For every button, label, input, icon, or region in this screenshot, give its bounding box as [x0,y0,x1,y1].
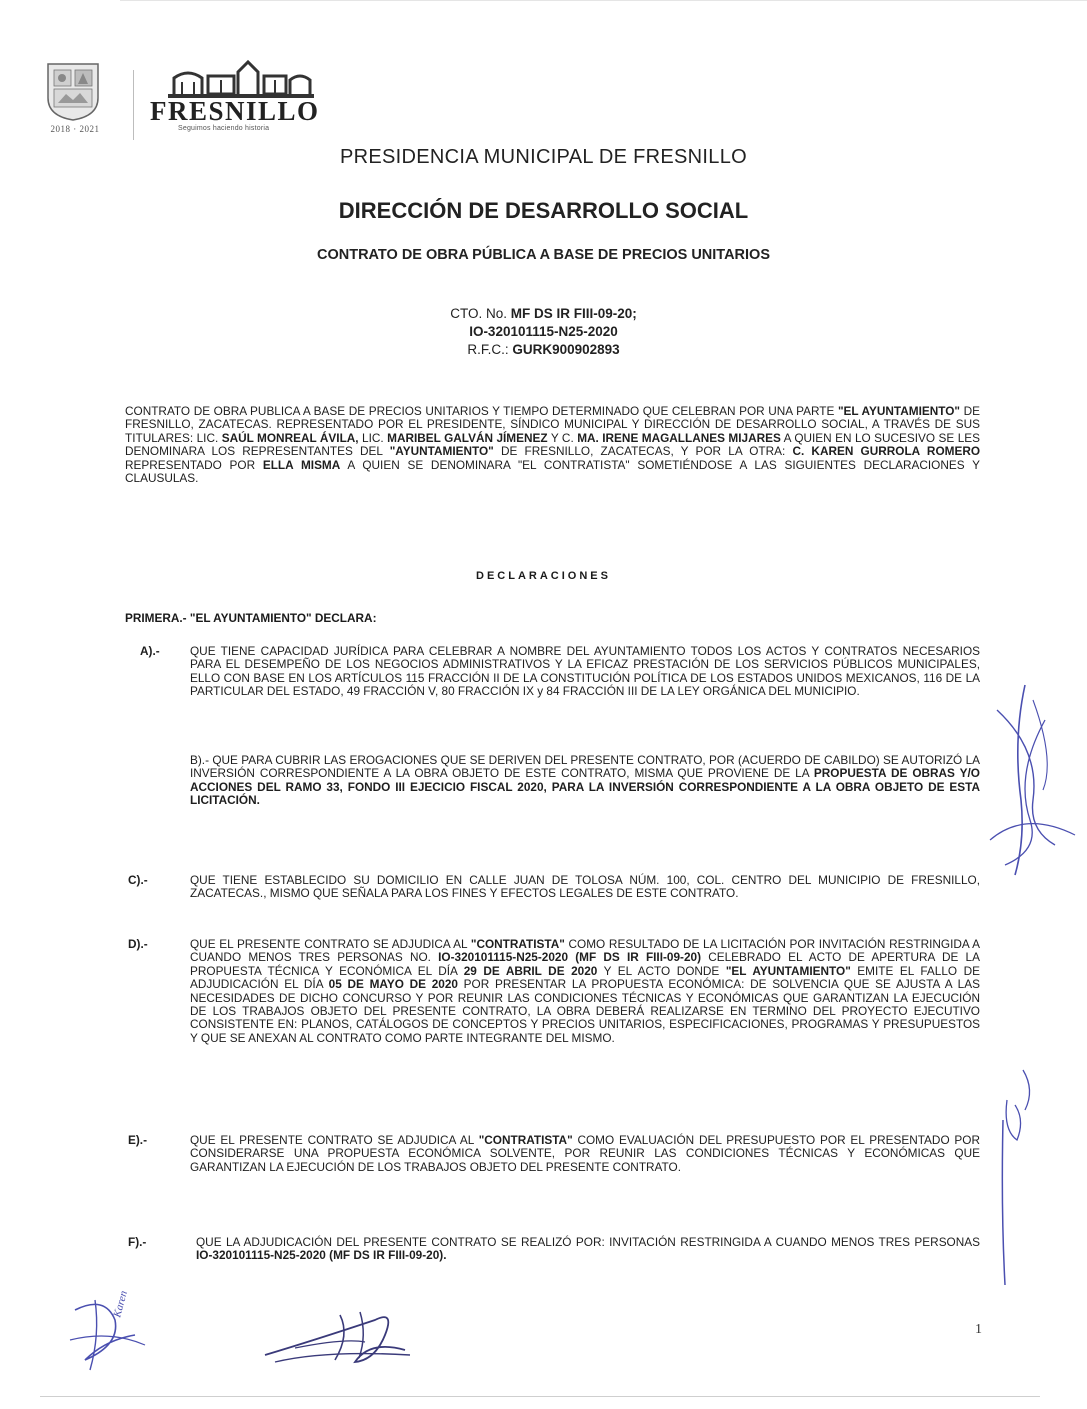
declaraciones-heading: DECLARACIONES [476,570,611,582]
header-divider [133,70,134,140]
preamble-text: DE FRESNILLO, ZACATECAS. REPRESENTADO POR EL PRESIDENTE, SÍNDICO MUNICIPAL Y DIRECCIÓN DE DESARROLLO SOCIAL, A TRAVÉS DE SUS TITULARES: LIC. [125,404,980,445]
clause-d-bold: "CONTRATISTA" [470,937,565,951]
preamble-bold: MA. IRENE MAGALLANES MIJARES [577,430,781,445]
preamble-text: A QUIEN SE DENOMINARA "EL CONTRATISTA" SOMETIÉNDOSE A LAS SIGUIENTES DECLARACIONES Y CLAUSULAS. [125,457,981,486]
clause-d-bold: IO-320101115-N25-2020 (MF DS IR FIII-09-20) [438,950,702,965]
clause-c-text: QUE TIENE ESTABLECIDO SU DOMICILIO EN CALLE JUAN DE TOLOSA NÚM. 100, COL. CENTRO DEL MUNICIPIO DE FRESNILLO, ZACATECAS., MISMO QUE SEÑALA PARA LOS FINES Y EFECTOS LEGALES DE ESTE CONTRATO. [190,873,980,901]
municipal-crest-icon [40,58,106,124]
preamble-text: DE FRESNILLO, ZACATECAS, Y POR LA OTRA: [493,444,793,459]
page-number: 1 [975,1322,982,1337]
io-line [0,323,1087,341]
signature-name-text: Karen [111,1289,130,1319]
clause-b-text [190,754,980,808]
cto-line [0,305,1087,323]
clause-b-plain: B).- QUE PARA CUBRIR LAS EROGACIONES QUE SE DERIVEN DEL PRESENTE CONTRATO, POR (ACUERDO DE CABILDO) SE AUTORIZÓ LA INVERSIÓN CORRESPONDIENTE A LA OBRA OBJETO DE ESTE CONTRATO, MISMA QUE PROVIENE DE LA [190,753,980,781]
clause-d-label: D).- [128,937,148,951]
clause-d-text [190,938,980,1045]
primera-declaration-heading: PRIMERA.- "EL AYUNTAMIENTO" DECLARA: [125,611,377,625]
right-margin-signature-icon [985,680,1080,880]
preamble-bold: C. KAREN GURROLA ROMERO [792,444,981,459]
clause-c-label: C).- [128,873,148,887]
clause-e-plain: QUE EL PRESENTE CONTRATO SE ADJUDICA AL [190,1133,479,1147]
clause-d-plain: Y EL ACTO DONDE [597,963,726,978]
preamble-text: REPRESENTADO POR [125,457,263,472]
preamble-text: A QUIEN EN LO SUCESIVO SE LES DENOMINARA LOS REPRESENTANTES DEL [125,430,981,459]
preamble-bold: "EL AYUNTAMIENTO" [837,404,960,418]
department-title: DIRECCIÓN DE DESARROLLO SOCIAL [338,198,749,223]
clause-d-plain: POR PRESENTAR LA PROPUESTA ECONÓMICA: DE SOLVENCIA QUE SE AJUSTA A LAS NECESIDADES DE DICHO CONCURSO Y POR REUNIR LAS CONDICIONES TÉCNICAS Y ECONÓMICAS QUE GARANTIZAN LA EJECUCIÓN DE LOS TRABAJOS OBJETO DEL PRESENTE CONTRATO, LA OBRA DEBERÁ REALIZARSE EN TERMINO DEL PROYECTO EJECUTIVO CONSISTENTE EN: PLANOS, CATÁLOGOS DE CONCEPTOS Y PRECIOS UNITARIOS, ESPECIFICACIONES, PROGRAMAS Y PRESUPUESTOS Y QUE SE ANEXAN AL CONTRATO COMO PARTE INTEGRANTE DEL MISMO. [190,977,980,1045]
io-number: IO-320101115-N25-2020 [469,324,618,339]
rfc-value: GURK900902893 [512,342,620,357]
clause-f-label: F).- [128,1235,147,1249]
scan-edge-top [120,0,1087,1]
cto-number: MF DS IR FIII-09-20; [510,306,637,321]
preamble-text: CONTRATO DE OBRA PUBLICA A BASE DE PRECIOS UNITARIOS Y TIEMPO DETERMINADO QUE CELEBRAN POR UNA PARTE [125,404,838,418]
clause-d-plain: QUE EL PRESENTE CONTRATO SE ADJUDICA AL [190,937,471,951]
preamble-paragraph [125,405,980,485]
clause-e-label: E).- [128,1133,148,1147]
preamble-text: Y C. [547,430,578,445]
scan-edge-bottom [40,1396,1040,1397]
clause-e-plain: COMO EVALUACIÓN DEL PRESUPUESTO POR EL PRESENTADO POR CONSIDERARSE UNA PROPUESTA ECONÓMICA SOLVENTE, POR REUNIR LAS CONDICIONES TÉCNICAS Y ECONÓMICAS QUE GARANTIZAN LA EJECUCIÓN DE LOS TRABAJOS OBJETO DEL PRESENTE CONTRATO. [190,1133,981,1174]
preamble-bold: SAÚL MONREAL ÁVILA, [221,430,359,445]
rfc-label: R.F.C.: [467,342,513,357]
clause-e-bold: "CONTRATISTA" [478,1133,573,1147]
clause-d-bold: "EL AYUNTAMIENTO" [725,963,851,978]
preamble-bold: MARIBEL GALVÁN JÍMENEZ [387,430,548,445]
contract-identifiers [0,305,1087,359]
clause-d-plain: CELEBRADO EL ACTO DE APERTURA DE LA PROPUESTA TÉCNICA Y ECONÓMICA EL DÍA [190,950,980,978]
crest-years: 2018 · 2021 [50,124,100,134]
clause-d-bold: 05 DE MAYO DE 2020 [328,977,458,992]
preamble-text: LIC. [358,430,388,445]
right-margin-initial-icon [995,1060,1045,1290]
clause-b-bold: PROPUESTA DE OBRAS Y/O ACCIONES DEL RAMO 33, FONDO III EJECICIO FISCAL 2020, PARA LA INVERSIÓN CORRESPONDIENTE A LA OBRA OBJETO DE ESTA LICITACIÓN. [190,766,980,808]
rfc-line [0,341,1087,359]
clause-f-text [196,1236,980,1263]
fresnillo-logo-tagline: Seguimos haciendo historia [178,125,270,132]
preamble-bold: "AYUNTAMIENTO" [389,444,494,459]
clause-e-text [190,1134,980,1174]
clause-a-label: A).- [140,644,160,658]
page-title: PRESIDENCIA MUNICIPAL DE FRESNILLO [340,146,747,168]
clause-f-plain: QUE LA ADJUDICACIÓN DEL PRESENTE CONTRATO SE REALIZÓ POR: INVITACIÓN RESTRINGIDA A CUANDO MENOS TRES PERSONAS [196,1235,980,1249]
bottom-center-signature-icon [255,1300,420,1375]
contract-type-heading: CONTRATO DE OBRA PÚBLICA A BASE DE PRECIOS UNITARIOS [316,247,770,263]
bottom-left-signature-icon [65,1290,150,1375]
fresnillo-logo-text: FRESNILLO [150,96,320,126]
preamble-bold: ELLA MISMA [262,457,341,472]
cto-label: CTO. No. [450,306,511,321]
fresnillo-building-logo-icon [168,60,314,100]
clause-f-bold: IO-320101115-N25-2020 (MF DS IR FIII-09-20). [196,1248,447,1263]
clause-d-plain: EMITE EL FALLO DE ADJUDICACIÓN EL DÍA [190,963,980,992]
clause-a-text: QUE TIENE CAPACIDAD JURÍDICA PARA CELEBRAR A NOMBRE DEL AYUNTAMIENTO TODOS LOS ACTOS Y CONTRATOS NECESARIOS PARA EL DESEMPEÑO DE LOS NEGOCIOS ADMINISTRATIVOS Y LA EFICAZ PRESTACIÓN DE LOS SERVICIOS PÚBLICOS MUNICIPALES, ELLO CON BASE EN LOS ARTÍCULOS 115 FRACCIÓN II DE LA CONSTITUCIÓN POLÍTICA DE LOS ESTADOS UNIDOS MEXICANOS, 116 DE LA PARTICULAR DEL ESTADO, 49 FRACCIÓN V, 80 FRACCIÓN IX y 84 FRACCIÓN III DE LA LEY ORGÁNICA DEL MUNICIPIO. [190,644,980,699]
clause-d-bold: 29 DE ABRIL DE 2020 [463,963,598,978]
clause-d-plain: COMO RESULTADO DE LA LICITACIÓN POR INVITACIÓN RESTRINGIDA A CUANDO MENOS TRES PERSONAS NO. [190,937,980,965]
